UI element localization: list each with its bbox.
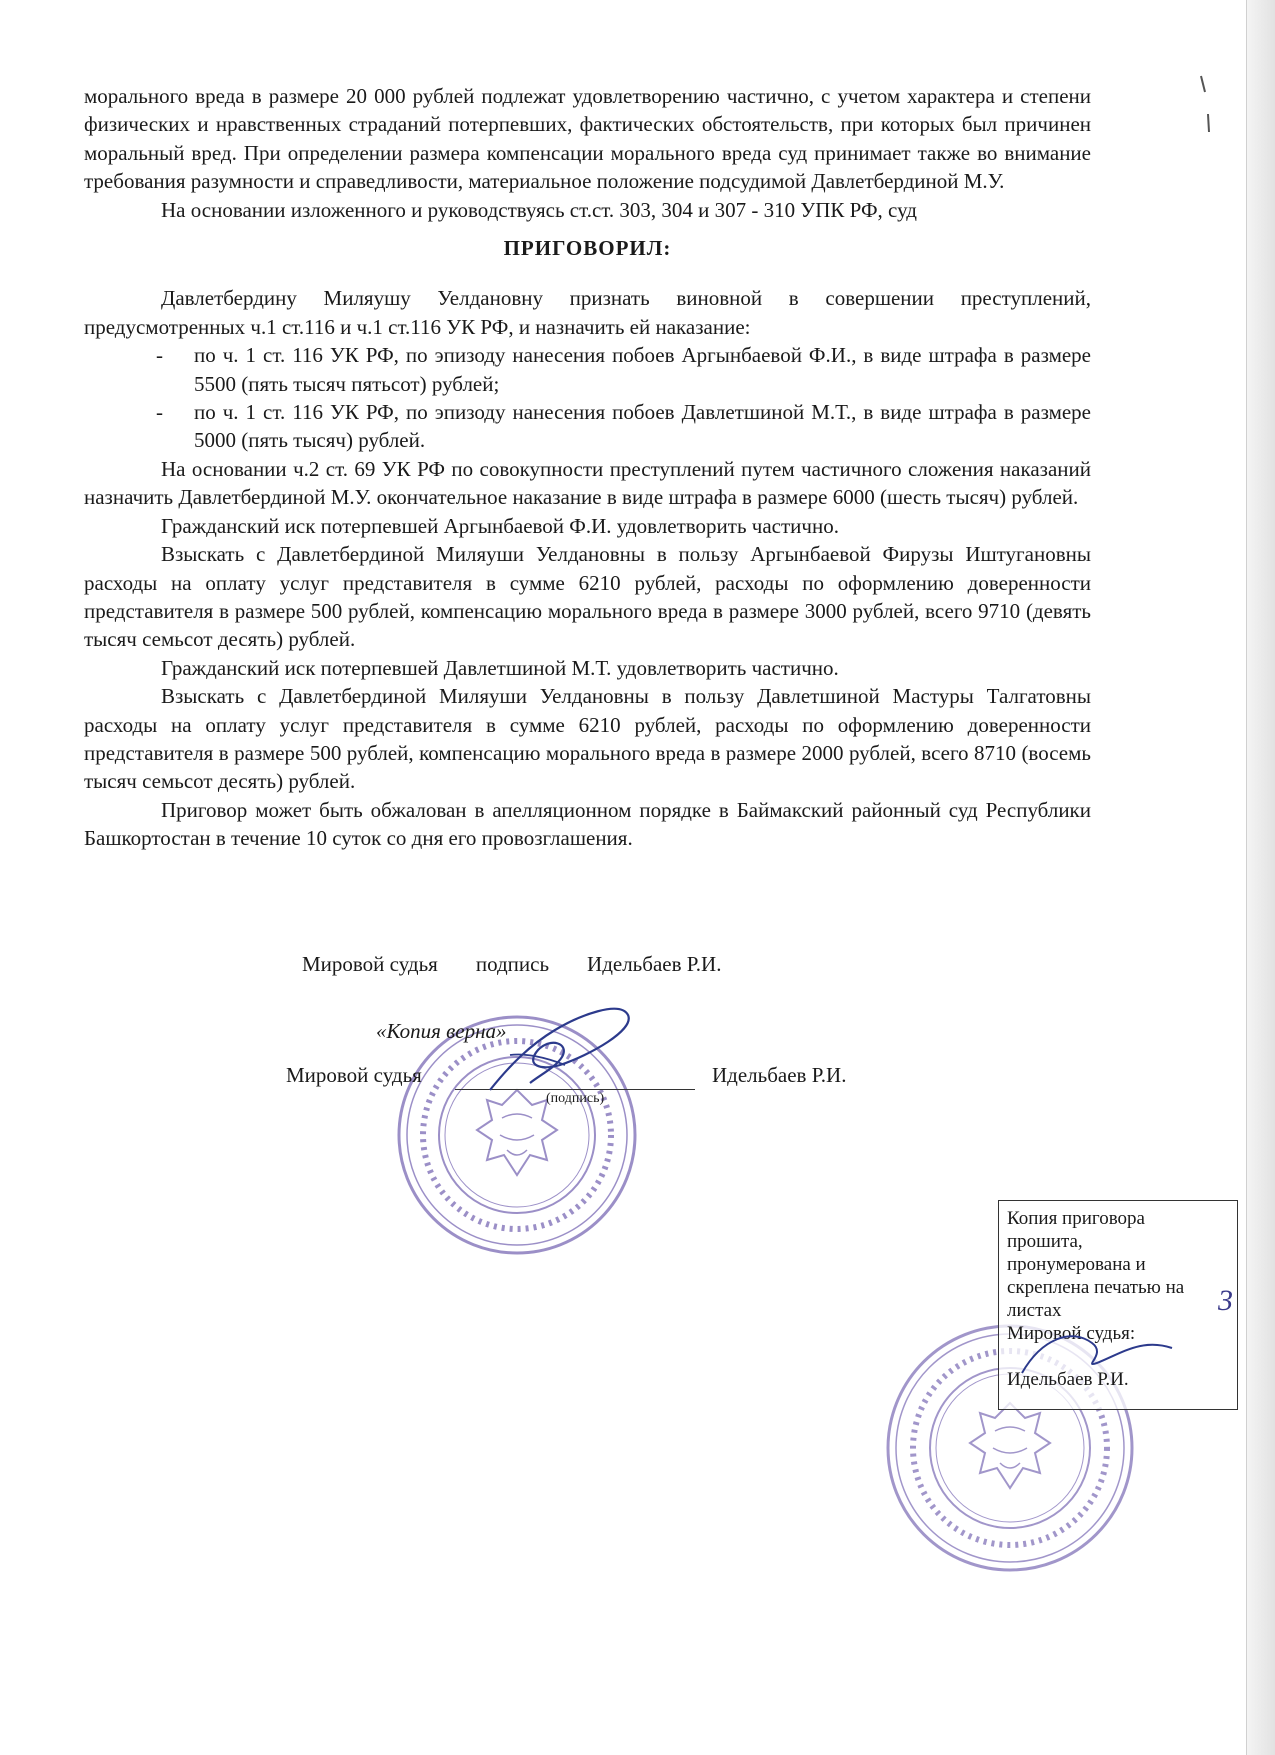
handwritten-signature [470,995,640,1105]
paragraph-guilty: Давлетбердину Миляушу Уелдановну признать виновной в совершении преступлений, предусмотренных ч.1 ст.116 и ч.1 ст.116 УК РФ, и назначить ей наказание: [84,286,1091,339]
handwritten-sheet-count: 3 [1218,1284,1233,1317]
paragraph-appeal: Приговор может быть обжалован в апелляционном порядке в Баймакский районный суд Республики Башкортостан в течение 10 суток со дня его провозглашения. [84,797,1091,851]
certifying-judge-role: Мировой судья [286,1063,422,1087]
certifying-judge-name: Идельбаев Р.И. [712,1063,847,1087]
paragraph-civil-claim-2: Гражданский иск потерпевшей Давлетшиной М.Т. удовлетворить частично. [161,655,839,680]
list-marker: - [156,400,163,425]
paragraph-recovery-2: Взыскать с Давлетбердиной Миляуши Уелдановны в пользу Давлетшиной Мастуры Талгатовны расходы на оплату услуг представителя в сумме 6210 рублей, расходы по оформлению доверенности представителя в размере 500 рублей, компенсацию морального вреда в размере 2000 рублей, всего 8710 (восемь тысяч семьсот десять) рублей. [84,684,1091,794]
margin-marks [1195,74,1225,144]
list-marker: - [156,343,163,368]
list-item-text: по ч. 1 ст. 116 УК РФ, по эпизоду нанесения побоев Давлетшиной М.Т., в виде штрафа в размере 5000 (пять тысяч) рублей. [194,400,1091,453]
punishment-list [84,341,1091,455]
binding-line: Идельбаев Р.И. [1007,1369,1129,1390]
judge-signature-line [302,952,759,977]
binding-line: пронумерована и [1007,1254,1146,1275]
paragraph-moral-damage: морального вреда в размере 20 000 рублей подлежат удовлетворению частично, с учетом характера и степени физических и нравственных страданий потерпевших, фактических обстоятельств, при которых был причинен моральный вред. При определении размера компенсации морального вреда суд принимает также во внимание требования разумности и справедливости, материальное положение подсудимой Давлетбердиной М.У. [84,84,1091,194]
binding-box-signature [1012,1318,1182,1388]
binding-line: прошита, [1007,1231,1083,1252]
binding-line: Копия приговора [1007,1208,1145,1229]
document-body [84,82,1091,853]
paragraph-civil-claim-1: Гражданский иск потерпевшей Аргынбаевой Ф.И. удовлетворить частично. [161,513,839,538]
judge-name: Идельбаев Р.И. [587,952,722,976]
binding-line: Мировой судья: [1007,1323,1136,1344]
copy-true-label: «Копия верна» [376,1019,507,1043]
judge-role: Мировой судья [302,952,438,976]
paragraph-final-punishment: На основании ч.2 ст. 69 УК РФ по совокупности преступлений путем частичного сложения наказаний назначить Давлетбердиной М.У. окончательное наказание в виде штрафа в размере 6000 (шесть тысяч) рублей. [84,456,1091,510]
verdict-heading: ПРИГОВОРИЛ: [503,236,672,261]
paragraph-recovery-1: Взыскать с Давлетбердиной Миляуши Уелдановны в пользу Аргынбаевой Фирузы Иштугановны расходы на оплату услуг представителя в сумме 6210 рублей, расходы по оформлению доверенности представителя в размере 500 рублей, компенсацию морального вреда в размере 3000 рублей, всего 9710 (девять тысяч семьсот десять) рублей. [84,542,1091,652]
list-item [84,341,1091,398]
judge-sign-word: подпись [475,952,550,976]
signature-caption: (подпись) [546,1091,605,1106]
page-edge [1246,0,1275,1755]
list-item [84,398,1091,455]
list-item-text: по ч. 1 ст. 116 УК РФ, по эпизоду нанесения побоев Аргынбаевой Ф.И., в виде штрафа в размере 5500 (пять тысяч пятьсот) рублей; [194,343,1091,396]
binding-line: листах [1007,1300,1062,1321]
binding-line: скреплена печатью на [1007,1277,1185,1298]
paragraph-legal-basis: На основании изложенного и руководствуясь ст.ст. 303, 304 и 307 - 310 УПК РФ, суд [161,197,917,222]
